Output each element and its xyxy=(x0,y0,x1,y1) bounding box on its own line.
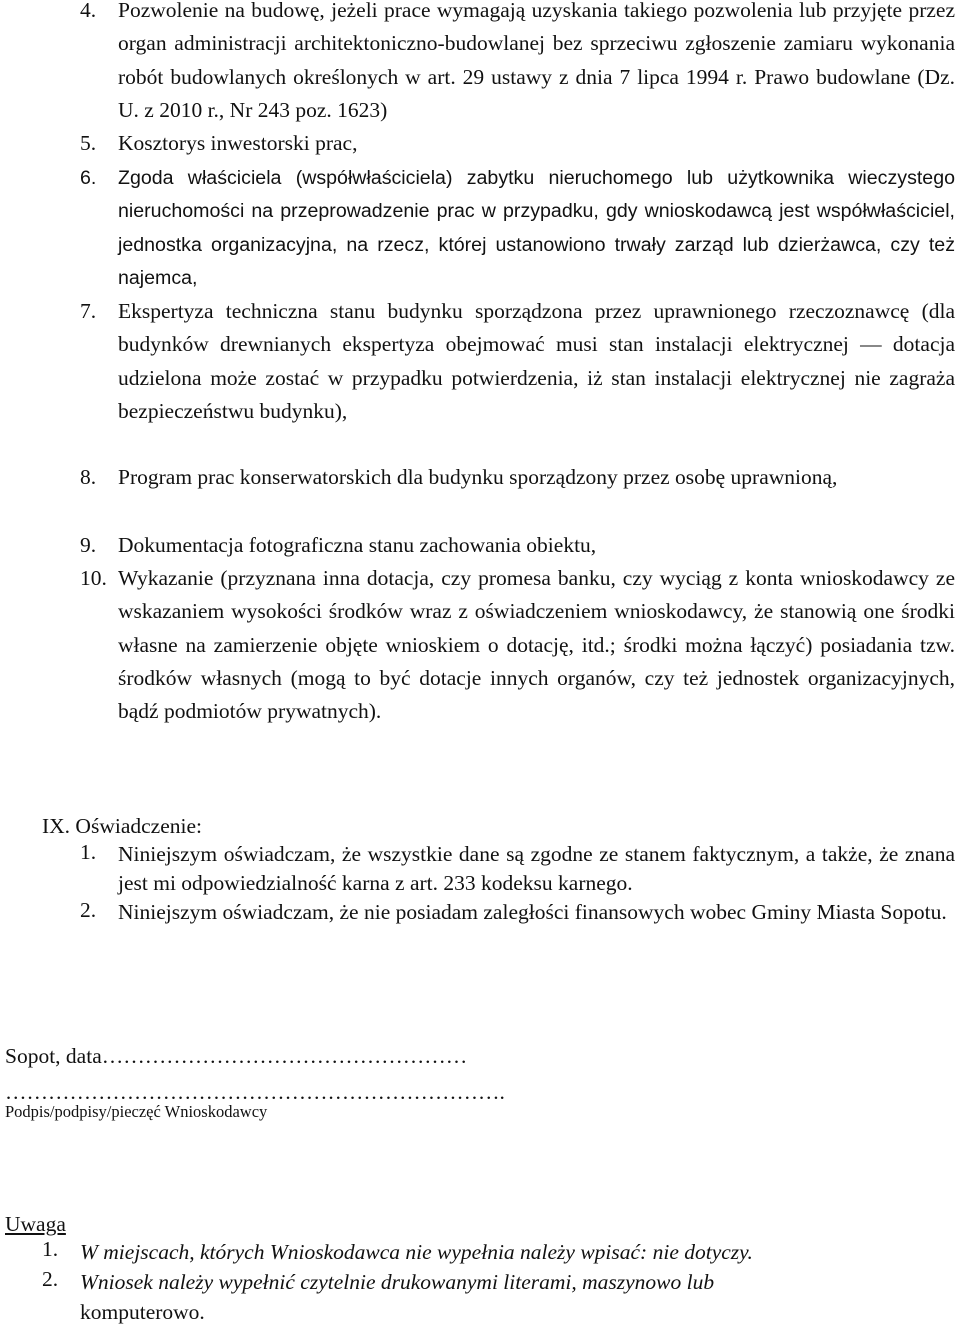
list-item-number: 4. xyxy=(80,0,97,22)
list-item-text: Program prac konserwatorskich dla budynku sporządzony przez osobę uprawnioną, xyxy=(118,465,838,489)
list-item-number: 6. xyxy=(80,167,97,189)
note-number: 2. xyxy=(42,1267,59,1291)
declaration-number: 1. xyxy=(80,840,97,864)
list-item-text: Ekspertyza techniczna stanu budynku sporządzona przez uprawnionego rzeczoznawcę (dla budynków drewnianych ekspertyza obejmować musi stan instalacji elektrycznej — dotacja udzielona może zostać w przypadku potwierdzenia, iż stan instalacji elektrycznej nie zagraża bezpieczeństwu budynku), xyxy=(118,299,955,423)
declaration-heading: IX. Oświadczenie: xyxy=(42,814,202,838)
declaration-text: Niniejszym oświadczam, że wszystkie dane są zgodne ze stanem faktycznym, a także, że znana jest mi odpowiedzialność karna z art. 233 kodeksu karnego. xyxy=(118,842,955,895)
list-item-text: Pozwolenie na budowę, jeżeli prace wymagają uzyskania takiego pozwolenia lub przyjęte przez organ administracji architektoniczno-budowlanej bez sprzeciwu zgłoszenie zamiaru wykonania robót budowlanych określonych w art. 29 ustawy z dnia 7 lipca 1994 r. Prawo budowlane (Dz. U. z 2010 r., Nr 243 poz. 1623) xyxy=(118,0,955,122)
note-text: W miejscach, których Wnioskodawca nie wypełnia należy wpisać: nie dotyczy. xyxy=(80,1240,753,1264)
list-item-text: Kosztorys inwestorski prac, xyxy=(118,131,358,155)
declaration-number: 2. xyxy=(80,898,97,922)
note-text xyxy=(80,1267,955,1297)
note-text-tail: komputerowo. xyxy=(80,1300,205,1324)
list-item-number: 10. xyxy=(80,566,107,590)
list-item-number: 9. xyxy=(80,533,97,557)
signature-line: ……………………………………………………………. xyxy=(5,1080,505,1104)
list-item-number: 7. xyxy=(80,299,97,323)
place-date-field: Sopot, data…………………………………………… xyxy=(5,1044,468,1068)
list-item-text: Wykazanie (przyznana inna dotacja, czy promesa banku, czy wyciąg z konta wnioskodawcy ze wskazaniem wysokości środków wraz z oświadczeniem wnioskodawcy, że stanowią one środki własne na zamierzenie objęte wnioskiem o dotację, itd.; środki można łączyć) posiadania tzw. środków własnych (mogą to być dotacje innych organów, czy też jednostek organizacyjnych, bądź podmiotów prywatnych). xyxy=(118,566,955,724)
list-item-text: Dokumentacja fotograficzna stanu zachowania obiektu, xyxy=(118,533,597,557)
note-text-main: Wniosek należy wypełnić czytelnie drukowanymi literami, maszynowo lub xyxy=(80,1270,715,1294)
list-item-text: Zgoda właściciela (współwłaściciela) zabytku nieruchomego lub użytkownika wieczystego nieruchomości na przeprowadzenie prac w przypadku, gdy wnioskodawcą jest współwłaściciel, jednostka organizacyjna, na rzecz, której ustanowiono trwały zarząd lub dzierżawca, czy też najemca, xyxy=(118,167,955,289)
list-item-number: 5. xyxy=(80,131,97,155)
note-number: 1. xyxy=(42,1237,59,1261)
list-item-number: 8. xyxy=(80,465,97,489)
notes-heading: Uwaga xyxy=(5,1212,66,1236)
signature-caption: Podpis/podpisy/pieczęć Wnioskodawcy xyxy=(5,1102,268,1121)
declaration-text: Niniejszym oświadczam, że nie posiadam zaległości finansowych wobec Gminy Miasta Sopotu. xyxy=(118,900,947,924)
